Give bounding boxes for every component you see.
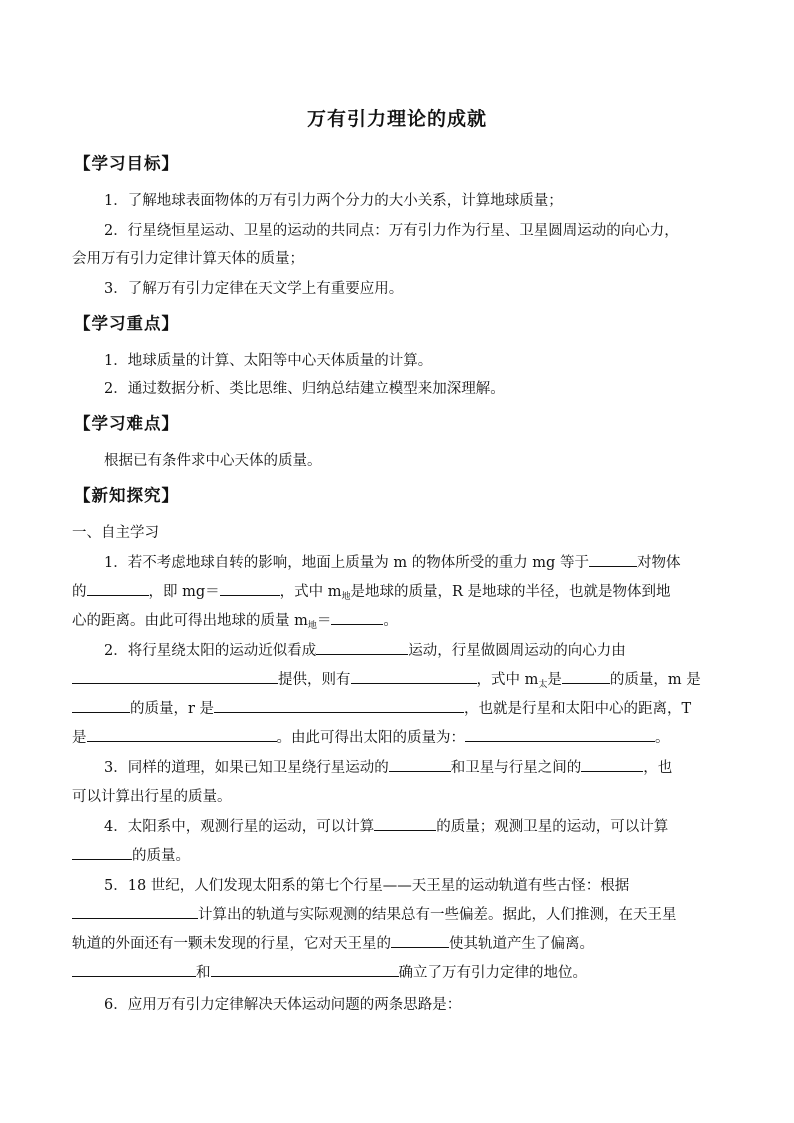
q2-line-4	[72, 727, 732, 749]
goal-item-1: 1．了解地球表面物体的万有引力两个分力的大小关系，计算地球质量；	[104, 193, 563, 209]
q4-text-b: 的质量；观测卫星的运动，可以计算	[436, 819, 669, 835]
q2-blank-4[interactable]	[562, 669, 610, 684]
q2-line-2	[72, 669, 732, 691]
q3-line-1	[104, 757, 732, 779]
q2-text-b: 运动，行星做圆周运动的向心力由	[408, 643, 626, 659]
q1-line-2	[72, 581, 732, 603]
explore-heading: 【新知探究】	[74, 486, 179, 505]
q1-blank-4[interactable]	[331, 610, 383, 625]
q5-blank-2[interactable]	[391, 933, 449, 948]
key-points-heading: 【学习重点】	[74, 314, 179, 333]
q1-blank-1[interactable]	[589, 552, 637, 567]
q1-text-f: 是地球的质量，R 是地球的半径，也就是物体到地	[350, 584, 671, 600]
q1-text-g: 心的距离。由此可得出地球的质量 m	[72, 613, 308, 629]
page-title: 万有引力理论的成就	[306, 108, 487, 130]
q2-text-j: 。由此可得出太阳的质量为：	[276, 730, 465, 746]
q2-text-f: 的质量，m 是	[609, 672, 701, 688]
q5-line-2	[72, 904, 732, 926]
goal-item-3: 3．了解万有引力定律在天文学上有重要应用。	[104, 281, 404, 297]
difficulty-1: 根据已有条件求中心天体的质量。	[104, 453, 322, 469]
q1-text-d: ，即 mg＝	[148, 584, 220, 600]
q1-text-b: 对物体	[636, 555, 681, 571]
q4-text-a: 4．太阳系中，观测行星的运动，可以计算	[104, 819, 375, 835]
q1-text-c: 的	[72, 584, 87, 600]
q1-text-e: ，式中 m	[279, 584, 342, 600]
q1-sub-earth-2: 地	[307, 621, 317, 631]
q3-text-b: 和卫星与行星之间的	[450, 760, 582, 776]
q1-sub-earth: 地	[341, 592, 351, 602]
key-point-1: 1．地球质量的计算、太阳等中心天体质量的计算。	[104, 353, 433, 369]
q2-text-a: 2．将行星绕太阳的运动近似看成	[104, 643, 317, 659]
q5-text-c: 轨道的外面还有一颗未发现的行星，它对天王星的	[72, 936, 391, 952]
q4-line-1	[104, 816, 732, 838]
q3-text-a: 3．同样的道理，如果已知卫星绕行星运动的	[104, 760, 389, 776]
q1-line-3	[72, 610, 732, 632]
difficulties-heading: 【学习难点】	[74, 414, 179, 433]
q5-blank-1[interactable]	[72, 904, 198, 919]
q2-blank-1[interactable]	[316, 640, 408, 655]
q4-blank-1[interactable]	[374, 816, 436, 831]
q2-text-k: 。	[655, 730, 670, 746]
q5-line-3	[72, 933, 732, 955]
q2-blank-3[interactable]	[351, 669, 477, 684]
q2-text-i: 是	[72, 730, 87, 746]
q1-blank-3[interactable]	[220, 581, 280, 596]
q2-blank-7[interactable]	[87, 727, 277, 742]
q2-blank-5[interactable]	[72, 698, 130, 713]
q1-text-h: ＝	[316, 613, 332, 629]
q5-blank-3[interactable]	[72, 962, 196, 977]
q2-text-h: ，也就是行星和太阳中心的距离，T	[464, 701, 692, 717]
q1-blank-2[interactable]	[87, 581, 149, 596]
q5-text-f: 确立了万有引力定律的地位。	[398, 965, 587, 981]
goal-item-2-cont: 会用万有引力定律计算天体的质量；	[72, 251, 304, 267]
q2-line-3	[72, 698, 732, 720]
q1-text-i: 。	[383, 613, 398, 629]
q5-text-b: 计算出的轨道与实际观测的结果总有一些偏差。据此，人们推测，在天王星	[198, 907, 677, 923]
q5-blank-4[interactable]	[211, 962, 399, 977]
q3-line-2: 可以计算出行星的质量。	[72, 789, 232, 805]
q2-blank-6[interactable]	[214, 698, 464, 713]
q2-text-d: ，式中 m	[476, 672, 539, 688]
q5-line-4	[72, 962, 732, 984]
q3-blank-1[interactable]	[389, 757, 451, 772]
q5-text-d: 使其轨道产生了偏离。	[449, 936, 594, 952]
q2-text-c: 提供，则有	[278, 672, 351, 688]
q4-blank-2[interactable]	[72, 845, 132, 860]
q1-text-a: 1．若不考虑地球自转的影响，地面上质量为 m 的物体所受的重力 mg 等于	[104, 555, 589, 571]
q3-text-c: ，也	[643, 760, 673, 776]
q2-text-g: 的质量，r 是	[130, 701, 215, 717]
goal-item-2: 2．行星绕恒星运动、卫星的运动的共同点：万有引力作为行星、卫星圆周运动的向心力，	[104, 223, 679, 239]
q4-text-c: 的质量。	[132, 848, 190, 864]
q1-line-1	[104, 552, 732, 574]
q5-line-1: 5．18 世纪，人们发现太阳系的第七个行星——天王星的运动轨道有些古怪：根据	[104, 878, 630, 894]
q2-line-1	[104, 640, 732, 662]
q2-text-e: 是	[547, 672, 562, 688]
q2-sub-sun: 太	[538, 680, 548, 690]
q2-blank-8[interactable]	[465, 727, 655, 742]
q3-blank-2[interactable]	[581, 757, 643, 772]
subheading-self-study: 一、自主学习	[72, 525, 159, 541]
key-point-2: 2．通过数据分析、类比思维、归纳总结建立模型来加深理解。	[104, 381, 505, 397]
q4-line-2	[72, 845, 732, 867]
goals-heading: 【学习目标】	[74, 154, 179, 173]
q5-text-e: 和	[196, 965, 211, 981]
q6-line-1: 6．应用万有引力定律解决天体运动问题的两条思路是：	[104, 997, 462, 1013]
q2-blank-2[interactable]	[72, 669, 278, 684]
